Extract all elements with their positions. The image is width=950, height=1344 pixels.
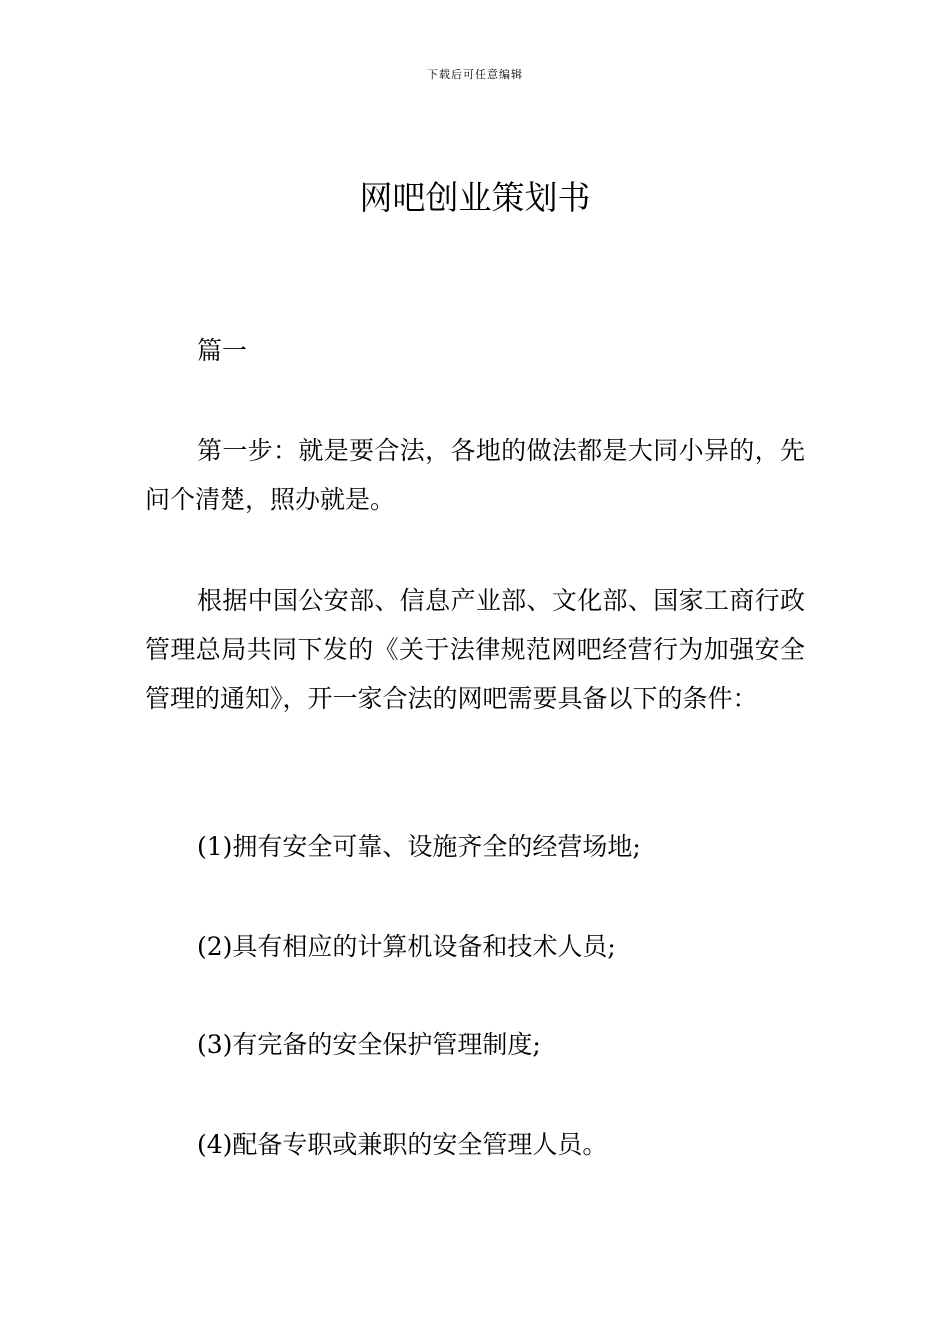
- condition-item-1: (1)拥有安全可靠、设施齐全的经营场地;: [197, 832, 641, 861]
- section-label-block: [145, 326, 805, 375]
- paragraph-step1: 第一步：就是要合法，各地的做法都是大同小异的，先问个清楚，照办就是。: [145, 436, 805, 514]
- condition-item-4: (4)配备专职或兼职的安全管理人员。: [197, 1130, 608, 1159]
- condition-item-2: (2)具有相应的计算机设备和技术人员;: [197, 932, 616, 961]
- paragraph-step1-block: [145, 426, 805, 524]
- condition-item-3: (3)有完备的安全保护管理制度;: [197, 1030, 541, 1059]
- header-note: 下载后可任意编辑: [427, 68, 523, 81]
- condition-item-block: [145, 1020, 805, 1069]
- condition-item-block: [145, 922, 805, 971]
- condition-item-block: [145, 822, 805, 871]
- paragraph-basis: 根据中国公安部、信息产业部、文化部、国家工商行政管理总局共同下发的《关于法律规范网吧经营行为加强安全管理的通知》，开一家合法的网吧需要具备以下的条件：: [145, 586, 805, 713]
- section-label: 篇一: [197, 336, 248, 365]
- document-title: 网吧创业策划书: [359, 178, 591, 217]
- paragraph-basis-block: [145, 576, 805, 723]
- condition-item-block: [145, 1120, 805, 1169]
